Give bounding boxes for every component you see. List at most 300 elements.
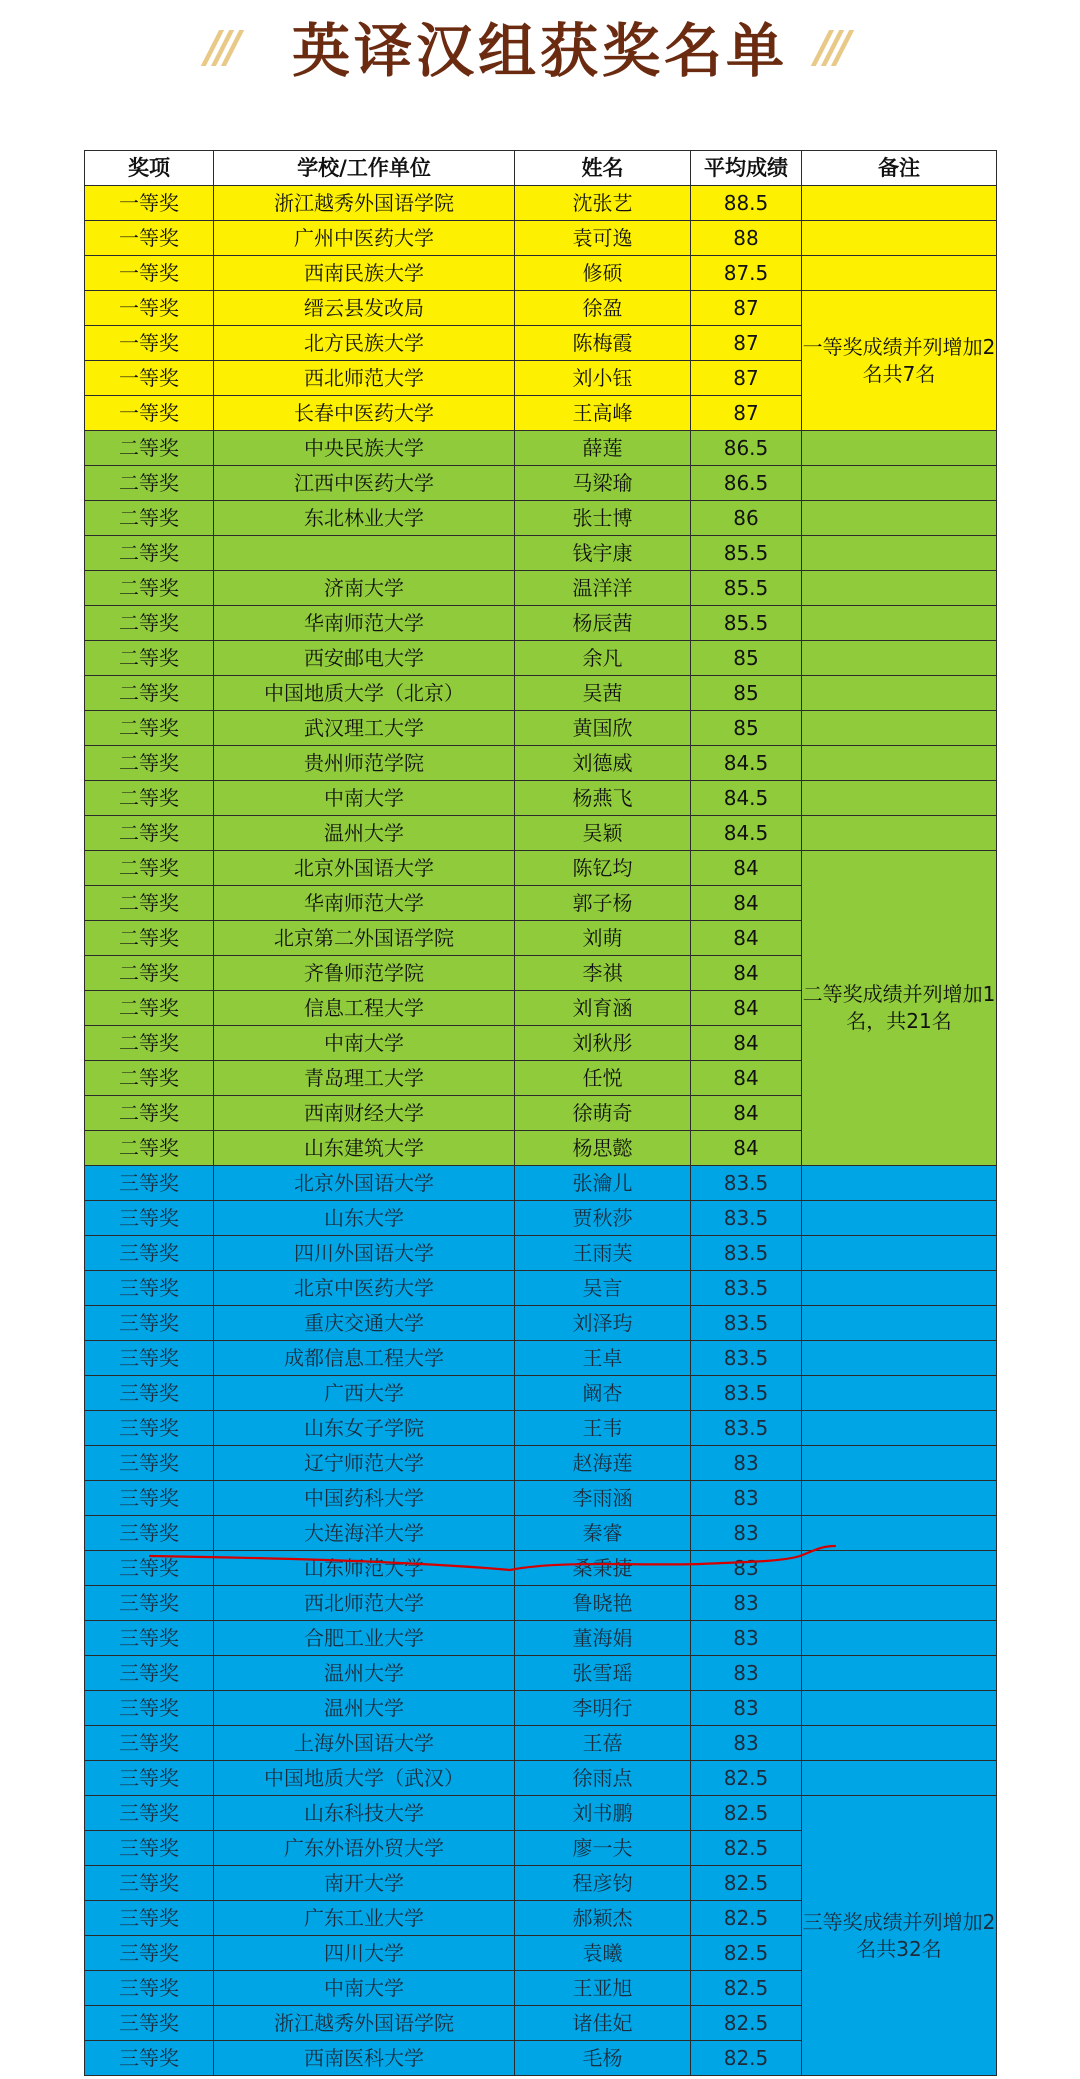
cell-name: 徐雨点 <box>515 1761 691 1796</box>
cell-school: 广州中医药大学 <box>214 221 515 256</box>
cell-name: 王韦 <box>515 1411 691 1446</box>
cell-school: 西安邮电大学 <box>214 641 515 676</box>
table-row <box>85 501 997 536</box>
cell-school: 济南大学 <box>214 571 515 606</box>
cell-score: 83 <box>691 1551 802 1586</box>
cell-score: 84 <box>691 1061 802 1096</box>
cell-award: 三等奖 <box>85 1936 214 1971</box>
cell-school: 重庆交通大学 <box>214 1306 515 1341</box>
cell-award: 二等奖 <box>85 1131 214 1166</box>
cell-score: 82.5 <box>691 1971 802 2006</box>
cell-note <box>802 1236 997 1271</box>
cell-name: 钱宇康 <box>515 536 691 571</box>
cell-school: 北方民族大学 <box>214 326 515 361</box>
cell-name: 董海娟 <box>515 1621 691 1656</box>
cell-score: 85.5 <box>691 536 802 571</box>
cell-score: 88 <box>691 221 802 256</box>
cell-award: 三等奖 <box>85 1306 214 1341</box>
cell-award: 二等奖 <box>85 571 214 606</box>
cell-school: 中国药科大学 <box>214 1481 515 1516</box>
cell-award: 三等奖 <box>85 1236 214 1271</box>
decorative-slash-icon: /// <box>815 22 846 73</box>
cell-note <box>802 536 997 571</box>
cell-name: 陈梅霞 <box>515 326 691 361</box>
header-school: 学校/工作单位 <box>214 151 515 186</box>
cell-name: 张士博 <box>515 501 691 536</box>
cell-score: 83 <box>691 1656 802 1691</box>
cell-note <box>802 571 997 606</box>
cell-score: 82.5 <box>691 1901 802 1936</box>
cell-note <box>802 256 997 291</box>
cell-name: 温洋洋 <box>515 571 691 606</box>
cell-note <box>802 1271 997 1306</box>
cell-award: 二等奖 <box>85 956 214 991</box>
cell-note <box>802 746 997 781</box>
cell-school: 武汉理工大学 <box>214 711 515 746</box>
cell-award: 二等奖 <box>85 431 214 466</box>
cell-award: 一等奖 <box>85 291 214 326</box>
cell-school: 江西中医药大学 <box>214 466 515 501</box>
cell-note <box>802 1306 997 1341</box>
cell-name: 徐盈 <box>515 291 691 326</box>
table-row <box>85 536 997 571</box>
cell-name: 袁可逸 <box>515 221 691 256</box>
cell-school: 中国地质大学（北京） <box>214 676 515 711</box>
cell-award: 二等奖 <box>85 1061 214 1096</box>
cell-school: 广东外语外贸大学 <box>214 1831 515 1866</box>
cell-score: 83.5 <box>691 1341 802 1376</box>
cell-note: 二等奖成绩并列增加1名，共21名 <box>802 851 997 1166</box>
cell-award: 三等奖 <box>85 1201 214 1236</box>
cell-note <box>802 1166 997 1201</box>
decorative-slash-icon: /// <box>205 22 236 73</box>
cell-score: 84 <box>691 1131 802 1166</box>
cell-award: 二等奖 <box>85 711 214 746</box>
cell-name: 李祺 <box>515 956 691 991</box>
cell-award: 二等奖 <box>85 851 214 886</box>
cell-score: 84.5 <box>691 746 802 781</box>
cell-note <box>802 711 997 746</box>
cell-score: 83 <box>691 1726 802 1761</box>
cell-school: 温州大学 <box>214 1691 515 1726</box>
cell-name: 王雨芙 <box>515 1236 691 1271</box>
cell-name: 任悦 <box>515 1061 691 1096</box>
cell-school: 浙江越秀外国语学院 <box>214 2006 515 2041</box>
table-row <box>85 221 997 256</box>
cell-note: 一等奖成绩并列增加2名共7名 <box>802 291 997 431</box>
cell-note <box>802 816 997 851</box>
cell-school: 北京中医药大学 <box>214 1271 515 1306</box>
cell-school: 缙云县发改局 <box>214 291 515 326</box>
cell-score: 85 <box>691 711 802 746</box>
cell-school: 温州大学 <box>214 816 515 851</box>
cell-award: 二等奖 <box>85 1096 214 1131</box>
table-row <box>85 711 997 746</box>
cell-score: 86 <box>691 501 802 536</box>
table-row <box>85 1761 997 1796</box>
cell-award: 三等奖 <box>85 1726 214 1761</box>
cell-award: 三等奖 <box>85 1971 214 2006</box>
cell-name: 吴言 <box>515 1271 691 1306</box>
cell-award: 三等奖 <box>85 1166 214 1201</box>
cell-note <box>802 221 997 256</box>
cell-name: 王亚旭 <box>515 1971 691 2006</box>
cell-school: 南开大学 <box>214 1866 515 1901</box>
cell-score: 84 <box>691 1096 802 1131</box>
cell-school: 西北师范大学 <box>214 361 515 396</box>
cell-name: 马梁瑜 <box>515 466 691 501</box>
cell-school: 信息工程大学 <box>214 991 515 1026</box>
cell-school: 上海外国语大学 <box>214 1726 515 1761</box>
table-row <box>85 1376 997 1411</box>
cell-award: 二等奖 <box>85 641 214 676</box>
page-title: 英译汉组获奖名单 <box>291 17 788 85</box>
cell-name: 黄国欣 <box>515 711 691 746</box>
cell-name: 赵海莲 <box>515 1446 691 1481</box>
cell-score: 85.5 <box>691 571 802 606</box>
table-row <box>85 1726 997 1761</box>
cell-award: 三等奖 <box>85 2041 214 2076</box>
cell-score: 83.5 <box>691 1306 802 1341</box>
cell-score: 83 <box>691 1691 802 1726</box>
cell-school: 四川大学 <box>214 1936 515 1971</box>
cell-name: 袁曦 <box>515 1936 691 1971</box>
cell-school: 广东工业大学 <box>214 1901 515 1936</box>
cell-note <box>802 1691 997 1726</box>
cell-score: 85 <box>691 676 802 711</box>
table-row <box>85 1691 997 1726</box>
table-header-row <box>85 151 997 186</box>
cell-note <box>802 1586 997 1621</box>
table-row <box>85 1551 997 1586</box>
table-row <box>85 431 997 466</box>
cell-note <box>802 1621 997 1656</box>
cell-name: 沈张艺 <box>515 186 691 221</box>
cell-name: 秦睿 <box>515 1516 691 1551</box>
cell-note <box>802 1446 997 1481</box>
cell-score: 87 <box>691 326 802 361</box>
cell-award: 二等奖 <box>85 466 214 501</box>
table-row <box>85 466 997 501</box>
cell-award: 三等奖 <box>85 1411 214 1446</box>
cell-score: 83.5 <box>691 1376 802 1411</box>
cell-name: 郭子杨 <box>515 886 691 921</box>
cell-award: 二等奖 <box>85 991 214 1026</box>
cell-award: 二等奖 <box>85 676 214 711</box>
table-row <box>85 291 997 326</box>
cell-school: 北京第二外国语学院 <box>214 921 515 956</box>
cell-score: 82.5 <box>691 1761 802 1796</box>
cell-award: 三等奖 <box>85 1831 214 1866</box>
cell-score: 86.5 <box>691 431 802 466</box>
cell-score: 83.5 <box>691 1271 802 1306</box>
cell-note <box>802 781 997 816</box>
cell-score: 84 <box>691 886 802 921</box>
table-row <box>85 641 997 676</box>
cell-name: 李雨涵 <box>515 1481 691 1516</box>
cell-note <box>802 1516 997 1551</box>
cell-award: 三等奖 <box>85 1866 214 1901</box>
cell-school: 华南师范大学 <box>214 606 515 641</box>
table-body <box>85 186 997 2076</box>
cell-note <box>802 1551 997 1586</box>
cell-name: 杨思懿 <box>515 1131 691 1166</box>
cell-award: 二等奖 <box>85 886 214 921</box>
header-note: 备注 <box>802 151 997 186</box>
cell-score: 83.5 <box>691 1411 802 1446</box>
cell-school: 中南大学 <box>214 1971 515 2006</box>
cell-note <box>802 431 997 466</box>
cell-score: 83 <box>691 1446 802 1481</box>
cell-score: 83 <box>691 1586 802 1621</box>
table-row <box>85 1796 997 1831</box>
table-row <box>85 816 997 851</box>
table-row <box>85 1516 997 1551</box>
cell-award: 三等奖 <box>85 1481 214 1516</box>
cell-award: 三等奖 <box>85 1551 214 1586</box>
cell-score: 84 <box>691 921 802 956</box>
cell-note <box>802 1201 997 1236</box>
cell-score: 83 <box>691 1481 802 1516</box>
table-row <box>85 1411 997 1446</box>
cell-score: 85.5 <box>691 606 802 641</box>
cell-award: 二等奖 <box>85 1026 214 1061</box>
table-row <box>85 1621 997 1656</box>
cell-score: 82.5 <box>691 1831 802 1866</box>
cell-name: 吴茜 <box>515 676 691 711</box>
cell-award: 二等奖 <box>85 501 214 536</box>
cell-score: 83.5 <box>691 1236 802 1271</box>
cell-note <box>802 501 997 536</box>
cell-score: 84 <box>691 1026 802 1061</box>
cell-school: 西南民族大学 <box>214 256 515 291</box>
cell-school: 成都信息工程大学 <box>214 1341 515 1376</box>
cell-school: 山东师范大学 <box>214 1551 515 1586</box>
cell-award: 一等奖 <box>85 396 214 431</box>
cell-note <box>802 1341 997 1376</box>
cell-award: 三等奖 <box>85 1376 214 1411</box>
cell-score: 83 <box>691 1621 802 1656</box>
cell-school: 四川外国语大学 <box>214 1236 515 1271</box>
cell-score: 85 <box>691 641 802 676</box>
cell-award: 三等奖 <box>85 1341 214 1376</box>
table-row <box>85 606 997 641</box>
cell-name: 薛莲 <box>515 431 691 466</box>
cell-name: 陈钇均 <box>515 851 691 886</box>
header <box>0 0 1080 90</box>
cell-award: 三等奖 <box>85 1691 214 1726</box>
cell-name: 张瀹儿 <box>515 1166 691 1201</box>
cell-score: 82.5 <box>691 1796 802 1831</box>
cell-school: 中央民族大学 <box>214 431 515 466</box>
cell-note <box>802 1376 997 1411</box>
cell-school: 西北师范大学 <box>214 1586 515 1621</box>
cell-award: 三等奖 <box>85 1761 214 1796</box>
cell-award: 二等奖 <box>85 746 214 781</box>
table-row <box>85 1446 997 1481</box>
cell-school: 大连海洋大学 <box>214 1516 515 1551</box>
cell-score: 83 <box>691 1516 802 1551</box>
cell-note <box>802 606 997 641</box>
table-row <box>85 1656 997 1691</box>
cell-school: 贵州师范学院 <box>214 746 515 781</box>
cell-note <box>802 1481 997 1516</box>
cell-name: 杨辰茜 <box>515 606 691 641</box>
cell-score: 84 <box>691 851 802 886</box>
cell-award: 三等奖 <box>85 1656 214 1691</box>
cell-name: 刘德威 <box>515 746 691 781</box>
cell-school: 中国地质大学（武汉） <box>214 1761 515 1796</box>
cell-name: 王高峰 <box>515 396 691 431</box>
cell-school: 西南医科大学 <box>214 2041 515 2076</box>
table-row <box>85 1166 997 1201</box>
cell-name: 张雪瑶 <box>515 1656 691 1691</box>
cell-school: 广西大学 <box>214 1376 515 1411</box>
cell-score: 87 <box>691 361 802 396</box>
cell-score: 87.5 <box>691 256 802 291</box>
cell-award: 二等奖 <box>85 606 214 641</box>
cell-name: 余凡 <box>515 641 691 676</box>
table-row <box>85 256 997 291</box>
header-award: 奖项 <box>85 151 214 186</box>
cell-name: 刘育涵 <box>515 991 691 1026</box>
cell-school: 北京外国语大学 <box>214 1166 515 1201</box>
cell-name: 阚杏 <box>515 1376 691 1411</box>
cell-note <box>802 641 997 676</box>
header-score: 平均成绩 <box>691 151 802 186</box>
cell-name: 刘萌 <box>515 921 691 956</box>
cell-score: 82.5 <box>691 1866 802 1901</box>
cell-award: 一等奖 <box>85 256 214 291</box>
cell-award: 三等奖 <box>85 1621 214 1656</box>
table-row <box>85 781 997 816</box>
cell-award: 三等奖 <box>85 2006 214 2041</box>
cell-score: 82.5 <box>691 2006 802 2041</box>
cell-award: 一等奖 <box>85 186 214 221</box>
cell-school: 辽宁师范大学 <box>214 1446 515 1481</box>
cell-school: 东北林业大学 <box>214 501 515 536</box>
table-row <box>85 1586 997 1621</box>
cell-name: 刘泽玙 <box>515 1306 691 1341</box>
cell-note <box>802 186 997 221</box>
cell-school: 华南师范大学 <box>214 886 515 921</box>
header-name: 姓名 <box>515 151 691 186</box>
cell-score: 88.5 <box>691 186 802 221</box>
cell-note <box>802 1656 997 1691</box>
cell-name: 刘小钰 <box>515 361 691 396</box>
cell-school: 齐鲁师范学院 <box>214 956 515 991</box>
cell-name: 刘秋彤 <box>515 1026 691 1061</box>
cell-score: 86.5 <box>691 466 802 501</box>
cell-school: 山东女子学院 <box>214 1411 515 1446</box>
cell-note <box>802 1411 997 1446</box>
cell-score: 87 <box>691 396 802 431</box>
cell-score: 84 <box>691 991 802 1026</box>
table-row <box>85 746 997 781</box>
cell-name: 刘书鹏 <box>515 1796 691 1831</box>
cell-score: 84.5 <box>691 816 802 851</box>
cell-school: 西南财经大学 <box>214 1096 515 1131</box>
cell-award: 一等奖 <box>85 361 214 396</box>
cell-award: 三等奖 <box>85 1446 214 1481</box>
cell-award: 二等奖 <box>85 781 214 816</box>
cell-award: 一等奖 <box>85 326 214 361</box>
cell-score: 84.5 <box>691 781 802 816</box>
cell-school: 北京外国语大学 <box>214 851 515 886</box>
cell-name: 廖一夫 <box>515 1831 691 1866</box>
table-row <box>85 1271 997 1306</box>
cell-note <box>802 466 997 501</box>
cell-name: 李明行 <box>515 1691 691 1726</box>
table-row <box>85 1306 997 1341</box>
award-table <box>84 150 997 2076</box>
cell-award: 一等奖 <box>85 221 214 256</box>
cell-school: 中南大学 <box>214 1026 515 1061</box>
cell-score: 82.5 <box>691 1936 802 1971</box>
cell-school: 长春中医药大学 <box>214 396 515 431</box>
cell-award: 三等奖 <box>85 1586 214 1621</box>
cell-name: 王蓓 <box>515 1726 691 1761</box>
table-row <box>85 1481 997 1516</box>
table-row <box>85 186 997 221</box>
cell-score: 84 <box>691 956 802 991</box>
cell-name: 桑秉捷 <box>515 1551 691 1586</box>
table-row <box>85 1201 997 1236</box>
cell-name: 吴颖 <box>515 816 691 851</box>
cell-name: 毛杨 <box>515 2041 691 2076</box>
cell-name: 贾秋莎 <box>515 1201 691 1236</box>
cell-award: 三等奖 <box>85 1271 214 1306</box>
cell-school: 山东科技大学 <box>214 1796 515 1831</box>
cell-name: 程彦钧 <box>515 1866 691 1901</box>
cell-school: 青岛理工大学 <box>214 1061 515 1096</box>
cell-school: 中南大学 <box>214 781 515 816</box>
cell-note: 三等奖成绩并列增加2名共32名 <box>802 1796 997 2076</box>
table-row <box>85 1236 997 1271</box>
cell-award: 二等奖 <box>85 536 214 571</box>
cell-score: 83.5 <box>691 1201 802 1236</box>
cell-school <box>214 536 515 571</box>
cell-name: 诸佳妃 <box>515 2006 691 2041</box>
cell-school: 浙江越秀外国语学院 <box>214 186 515 221</box>
cell-score: 83.5 <box>691 1166 802 1201</box>
table-row <box>85 571 997 606</box>
cell-school: 山东大学 <box>214 1201 515 1236</box>
cell-name: 郝颖杰 <box>515 1901 691 1936</box>
cell-school: 山东建筑大学 <box>214 1131 515 1166</box>
cell-name: 杨燕飞 <box>515 781 691 816</box>
cell-name: 鲁晓艳 <box>515 1586 691 1621</box>
cell-name: 徐萌奇 <box>515 1096 691 1131</box>
cell-note <box>802 676 997 711</box>
cell-award: 三等奖 <box>85 1796 214 1831</box>
cell-name: 王卓 <box>515 1341 691 1376</box>
table-row <box>85 851 997 886</box>
table-row <box>85 1341 997 1376</box>
cell-note <box>802 1761 997 1796</box>
cell-name: 修硕 <box>515 256 691 291</box>
cell-score: 87 <box>691 291 802 326</box>
cell-school: 温州大学 <box>214 1656 515 1691</box>
cell-school: 合肥工业大学 <box>214 1621 515 1656</box>
cell-award: 二等奖 <box>85 921 214 956</box>
cell-score: 82.5 <box>691 2041 802 2076</box>
table-row <box>85 676 997 711</box>
cell-award: 三等奖 <box>85 1516 214 1551</box>
cell-award: 二等奖 <box>85 816 214 851</box>
cell-award: 三等奖 <box>85 1901 214 1936</box>
cell-note <box>802 1726 997 1761</box>
